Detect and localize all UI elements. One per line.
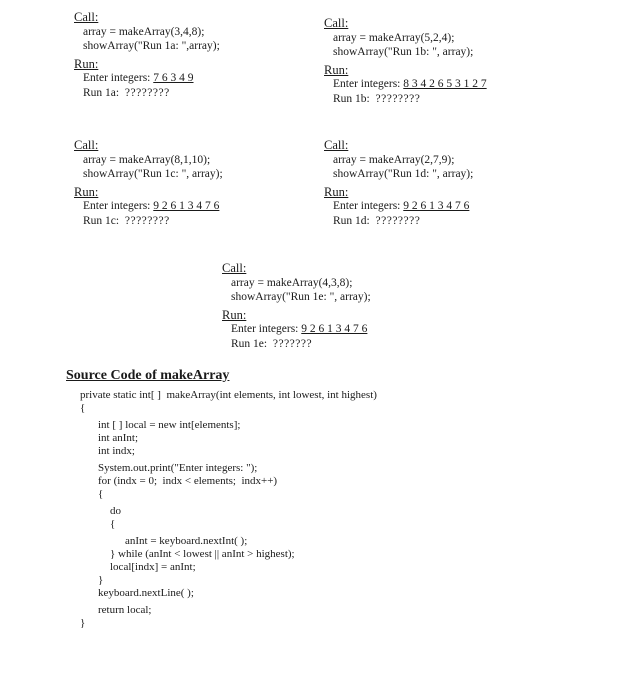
result-label: Run 1c: [83,214,120,227]
result-label: Run 1d: [333,214,370,227]
run-label: Run: [74,184,99,199]
run-1a-block [74,10,220,100]
call-line: array = makeArray(4,3,8); [231,276,353,289]
run-1c-block [74,138,223,228]
code-line: return local; [98,604,152,616]
run-label: Run: [324,184,349,199]
call-label: Call: [74,10,99,24]
code-line: } [98,574,104,586]
call-line: showArray("Run 1b: ", array); [333,46,474,58]
code-line: } [80,617,86,629]
code-line: { [110,518,116,530]
run-1b-block [324,16,487,106]
input-line [324,77,487,92]
code-line: do [110,505,121,517]
run-label: Run: [74,56,99,71]
result-line [74,214,223,229]
result-label: Run 1b: [333,92,370,105]
call-line: array = makeArray(5,2,4); [333,31,455,44]
source-code-title: Source Code of makeArray [66,368,230,383]
code-line: { [80,402,86,414]
call-line: array = makeArray(8,1,10); [83,153,211,166]
code-line: { [98,488,104,500]
input-line [74,199,223,214]
input-values: 8 3 4 2 6 5 3 1 2 7 [403,78,487,90]
input-values: 7 6 3 4 9 [153,72,194,84]
enter-label: Enter integers: [333,200,401,212]
result-line [222,337,371,352]
source-code-block [80,389,377,630]
input-values: 9 2 6 1 3 4 7 6 [153,200,220,212]
input-values: 9 2 6 1 3 4 7 6 [301,323,368,335]
result-line [324,214,473,229]
code-line: keyboard.nextLine( ); [98,587,194,599]
code-line: anInt = keyboard.nextInt( ); [125,535,248,547]
result-label: Run 1a: [83,86,120,99]
call-label: Call: [74,138,99,152]
code-line: private static int[ ] makeArray(int elements, int lowest, int highest) [80,389,377,401]
result-value: ??????? [272,337,313,350]
call-line: showArray("Run 1c: ", array); [83,168,223,180]
code-line: local[indx] = anInt; [110,561,196,573]
input-line [74,71,220,86]
result-value: ???????? [375,92,421,105]
call-label: Call: [324,138,349,152]
result-value: ???????? [124,86,170,99]
code-line: for (indx = 0; indx < elements; indx++) [98,475,278,487]
code-line: int [ ] local = new int[elements]; [98,419,241,431]
input-line [324,199,473,214]
run-label: Run: [324,62,349,77]
enter-label: Enter integers: [83,72,151,84]
code-line: int indx; [98,445,135,457]
call-line: showArray("Run 1a: ",array); [83,40,220,52]
call-line: array = makeArray(3,4,8); [83,25,205,38]
call-line: showArray("Run 1d: ", array); [333,168,474,180]
call-label: Call: [222,261,247,275]
run-1d-block [324,138,473,228]
result-value: ???????? [124,214,170,227]
enter-label: Enter integers: [231,323,299,335]
call-label: Call: [324,16,349,30]
enter-label: Enter integers: [333,78,401,90]
code-line: System.out.print("Enter integers: "); [98,462,258,474]
call-line: showArray("Run 1e: ", array); [231,291,371,303]
code-line: int anInt; [98,432,139,444]
call-line: array = makeArray(2,7,9); [333,153,455,166]
input-line [222,322,371,337]
result-line [324,92,487,107]
code-line: } while (anInt < lowest || anInt > highest); [110,548,295,560]
run-1e-block [222,261,371,351]
result-value: ???????? [375,214,421,227]
run-label: Run: [222,307,247,322]
result-label: Run 1e: [231,337,268,350]
result-line [74,86,220,101]
input-values: 9 2 6 1 3 4 7 6 [403,200,470,212]
enter-label: Enter integers: [83,200,151,212]
